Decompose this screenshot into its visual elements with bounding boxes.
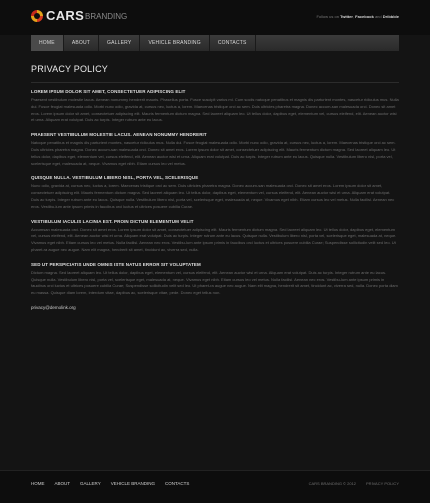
footer-nav-vehicle-branding[interactable]: VEHICLE BRANDING <box>110 481 155 486</box>
social-links <box>316 14 399 19</box>
section-title: QUISQUE NULLA. VESTIBULUM LIBERO NISL, PORTA VEL, SCELERISQUE <box>31 175 199 181</box>
logo-tagline: BRANDING <box>85 12 128 21</box>
nav-gallery[interactable]: GALLERY <box>99 35 140 51</box>
nav-about[interactable]: ABOUT <box>64 35 99 51</box>
section-title: VESTIBULUM IACULIS LACINIA EST. PROIN DICTUM ELEMENTUM VELIT <box>31 218 194 224</box>
logo-name: CARS <box>46 8 85 23</box>
section-body: Accumsan malesuada orci. Donec sit amet eros. Lorem ipsum dolor sit amet, consectetuer adipiscing elit. Mauris fermentum dictum magna. Sed laoreet aliquam leo. Ut tellus dolor, dapibus eget, elementum vel, cursus eleifend, elit. Aenean auctor wisi et urna. Aliquam erat volutpat. Duis ac turpis. Integer rutrum ante eu lacus. Quisque nulla. Vestibulum libero nisl, porta vel, scelerisque eget, malesuada at, neque. Vivamus eget nibh. Etiam cursus leo vel metus. Nulla facilisi. Aenean nec eros. Vestibu-lum ante ipsum primis in faucibus orci luctus et ultrices posuere cubilia Curae; Suspendisse sollicitudin velit sed leo. Ut pharet-ra augue nec augue. Nam elit magna, hendrerit sit amet, tincidunt ac, viverra sed, nulla. <box>31 226 397 252</box>
nav-contacts[interactable]: CONTACTS <box>210 35 256 51</box>
copyright-text: CARS BRANDING © 2012 <box>308 481 357 486</box>
header <box>0 0 430 35</box>
section-title: LOREM IPSUM DOLOR SIT AMET, CONSECTETUER ADIPISCING ELIT <box>31 89 186 94</box>
footer-privacy-link[interactable]: PRIVACY POLICY <box>366 481 399 486</box>
nav-vehicle-branding[interactable]: VEHICLE BRANDING <box>140 35 209 51</box>
privacy-email-link[interactable]: privacy@demolink.org <box>31 304 76 310</box>
follow-and: and <box>374 14 382 19</box>
footer-nav-home[interactable]: HOME <box>31 481 45 486</box>
section-title: SED UT PERSPICIATIS UNDE OMNIS ISTE NATUS ERROR SIT VOLUPTATEM <box>31 261 201 267</box>
nav-home[interactable]: HOME <box>31 35 64 51</box>
follow-separator: , <box>352 14 355 19</box>
section-body: Nunc odio, gravida at, cursus nec, luctus a, lorem. Maecenas tristique orci ac sem. Duis ultricies pharetra magna. Donec accum-san malesuada orci. Donec sit amet eros. Lorem ipsum dolor sit amet, consectetuer adipiscing elit. Mauris fermentum dictum magna. Sed laoreet aliquam leo. Ut tellus dolor, dapibus eget, elementum vel, cursus eleifend, elit. Aenean auctor wisi et urna. Aliquam erat volutpat. Duis ac turpis. Integer rutrum ante eu lacus. Quisque nulla. Vestibulum libero nisl, porta vel, scelerisque eget, malesuada at, neque. Vivamus eget nibh. Etiam cursus leo vel metus. Nulla facilisi. Aenean nec eros. Vestibu-lum ante ipsum primis in faucibus orci luctus et ultrices posuere cubilia Curae. <box>31 183 395 209</box>
main-content <box>31 64 399 310</box>
section-title: PRAESENT VESTIBULUM MOLESTIE LACUS. AENEAN NONUMMY HENDRERIT <box>31 132 207 138</box>
dribbble-link[interactable]: Dribbble <box>382 14 399 19</box>
section-body: Dictum magna. Sed laoreet aliquam leo. Ut tellus dolor, dapibus eget, elementum vel, cursus eleifend, elit. Aenean auctor wisi et urna. Aliquam erat volutpat. Duis ac turpis. Integer rutrum ante eu lacus. Quisque nulla. Vestibulum libero nisl, porta vel, scelerisque eget, malesuada at, neque. Vivamus eget nibh. Etiam cursus leo vel metus. Nulla facilisi. Aenean nec eros. Vestibu-lum ante ipsum primis in faucibus orci luctus et ultrices posuere cubilia Curae; Suspendisse sollicitudin velit sed leo. Ut pharet-ra augue nec augue. Nam elit magna, hendrerit sit amet, tincidunt ac, viverra sed, nulla. Donec porta diam eu massa. Quisque diam lorem, interdum vitae, dapibus ac, scelerisque vitae, pede. Donec eget tellus non. <box>31 269 398 296</box>
footer-nav <box>31 481 189 486</box>
footer <box>0 470 430 503</box>
logo-icon <box>31 10 43 22</box>
footer-nav-gallery[interactable]: GALLERY <box>80 481 101 486</box>
section-body: Natoque penatibus et magnis dis parturient montes, nascetur ridiculus mus. Nulla dui. Fusce feugiat malesuada odio. Morbi nunc odio, gravida at, cursus nec, luctus a, lorem. Maecenas tristique orci ac sem. Duis ultricies pharetra magna. Donec accum-san malesuada orci. Donec sit amet eros. Lorem ipsum dolor sit amet, consectetuer adipiscing elit. Mauris fermentum dictum magna. Sed laoreet aliquam leo. Ut tellus dolor, dapibus eget, elementum vel, cursus eleifend, elit. Aenean auctor wisi et urna. Aliquam erat volutpat. Duis ac turpis. Integer rutrum ante eu lacus. Quisque nulla. Vestibulum libero nisl, porta vel, scelerisque eget, malesuada at, neque. Vivamus eget nibh. Etiam cursus leo vel metus. <box>31 140 396 166</box>
logo[interactable] <box>31 8 127 23</box>
follow-prefix: Follow us on <box>316 14 339 19</box>
twitter-link[interactable]: Twitter <box>340 14 353 19</box>
footer-nav-about[interactable]: ABOUT <box>54 481 71 486</box>
facebook-link[interactable]: Facebook <box>355 14 374 19</box>
main-nav <box>31 35 399 51</box>
page-title: PRIVACY POLICY <box>31 64 108 74</box>
title-divider <box>31 82 399 83</box>
section-body: Praesent vestibulum molestie lacus. Aenean nonummy hendrerit mauris. Phasellus porta. Fusce suscipit varius mi. Cum sociis natoque penatibus et magnis dis parturient montes, nascetur ridiculus mus. Nulla dui. Fusce feugiat malesuada odio. Morbi nunc odio, gravida at, cursus nec, luctus a, lorem. Maecenas tristique orci ac sem. Duis ultricies pharetra magna. Donec accum-san malesuada orci. Donec sit amet eros. Lorem ipsum dolor sit amet, consectetuer adipiscing elit. Mauris fermentum dictum magna. Sed laoreet aliquam leo. Ut tellus dolor, dapibus eget, elementum vel, cursus eleifend, elit. Aenean auctor wisi et urna. Aliquam erat volutpat. Duis ac turpis. Integer rutrum ante eu lacus. <box>31 97 399 123</box>
footer-nav-contacts[interactable]: CONTACTS <box>164 481 190 486</box>
footer-copyright-area <box>309 481 399 486</box>
